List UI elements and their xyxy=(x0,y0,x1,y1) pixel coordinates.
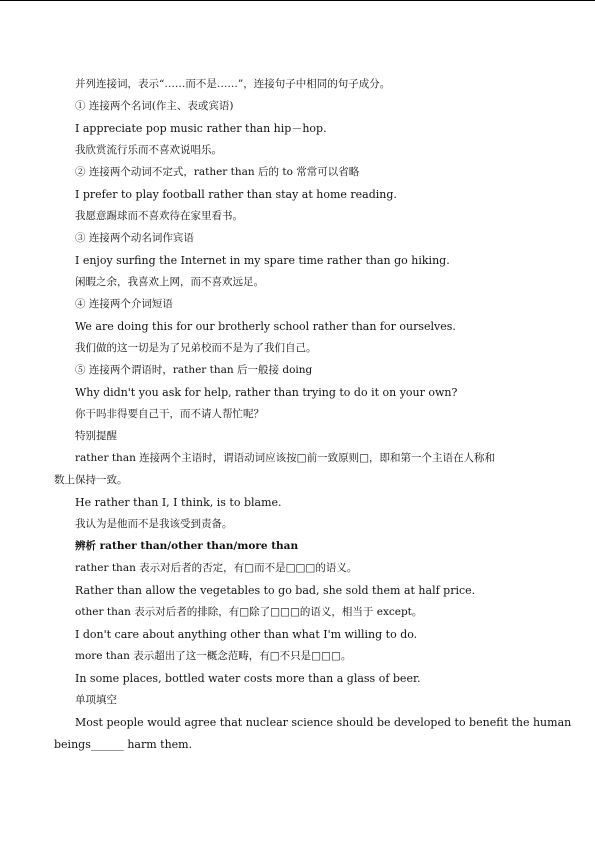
top-rule xyxy=(0,0,595,1)
more-than-note: more than 表示超出了这一概念范畴，有□不只是□□□。 xyxy=(75,650,352,662)
example-en-7: Rather than allow the vegetables to go bad, she sold them at half price. xyxy=(75,584,476,597)
other-than-note: other than 表示对后者的排除，有□除了□□□的语义，相当于 except。 xyxy=(75,606,423,618)
rather-than-note: rather than 表示对后者的否定，有□而不是□□□的语义。 xyxy=(75,562,358,574)
point-3-heading: ③ 连接两个动名词作宾语 xyxy=(75,232,194,244)
example-en-1: I appreciate pop music rather than hip－hop. xyxy=(75,122,327,135)
example-en-9: In some places, bottled water costs more than a glass of beer. xyxy=(75,672,421,685)
example-en-2: I prefer to play football rather than stay at home reading. xyxy=(75,188,397,201)
exercise-question-line-1: Most people would agree that nuclear science should be developed to benefit the human xyxy=(75,716,572,729)
example-en-4: We are doing this for our brotherly school rather than for ourselves. xyxy=(75,320,456,333)
point-1-heading: ① 连接两个名词(作主、表或宾语) xyxy=(75,100,234,112)
example-cn-4: 我们做的这一切是为了兄弟校而不是为了我们自己。 xyxy=(75,342,317,354)
example-cn-3: 闲暇之余，我喜欢上网，而不喜欢远足。 xyxy=(75,276,264,288)
comparison-heading: 辨析 rather than/other than/more than xyxy=(75,540,299,552)
point-4-heading: ④ 连接两个介词短语 xyxy=(75,298,173,310)
special-note-heading: 特别提醒 xyxy=(75,430,117,442)
exercise-heading: 单项填空 xyxy=(75,694,117,706)
example-en-3: I enjoy surfing the Internet in my spare time rather than go hiking. xyxy=(75,254,450,267)
example-en-5: Why didn't you ask for help, rather than trying to do it on your own? xyxy=(75,386,458,399)
example-cn-5: 你干吗非得要自己干，而不请人帮忙呢？ xyxy=(75,408,264,420)
intro-line: 并列连接词，表示“……而不是……”，连接句子中相同的句子成分。 xyxy=(75,78,391,90)
point-5-heading: ⑤ 连接两个谓语时，rather than 后一般接 doing xyxy=(75,364,313,376)
special-note-line-2: 数上保持一致。 xyxy=(54,474,128,486)
example-en-8: I don't care about anything other than what I'm willing to do. xyxy=(75,628,418,641)
exercise-question-line-2: beings______ harm them. xyxy=(54,738,193,751)
special-note-line-1: rather than 连接两个主语时，谓语动词应该按□前一致原则□，即和第一个主语在人称和 xyxy=(75,452,496,464)
example-cn-2: 我愿意踢球而不喜欢待在家里看书。 xyxy=(75,210,243,222)
example-cn-1: 我欣赏流行乐而不喜欢说唱乐。 xyxy=(75,144,222,156)
example-en-6: He rather than I, I think, is to blame. xyxy=(75,496,282,509)
point-2-heading: ② 连接两个动词不定式，rather than 后的 to 常常可以省略 xyxy=(75,166,360,178)
example-cn-6: 我认为是他而不是我该受到责备。 xyxy=(75,518,233,530)
